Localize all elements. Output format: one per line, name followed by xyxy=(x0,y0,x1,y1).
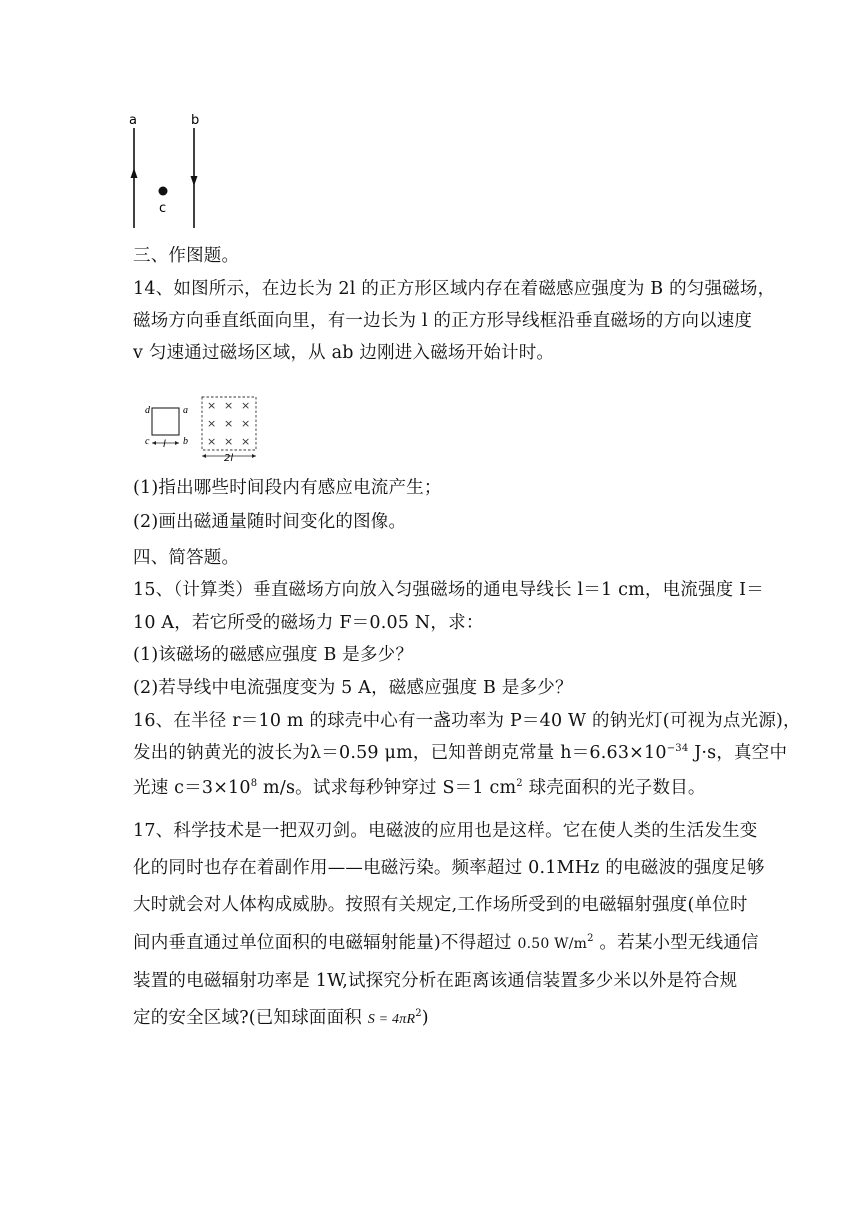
wire-b-arrow-down xyxy=(191,176,198,186)
q15-line-1: 15、（计算类）垂直磁场方向放入匀强磁场的通电导线长 l＝1 cm，电流强度 I＝ xyxy=(133,580,764,600)
q14-sub-2: (2)画出磁通量随时间变化的图像。 xyxy=(133,512,407,532)
q17-formula: S = 4πR xyxy=(367,1012,416,1027)
q14-sub-1: (1)指出哪些时间段内有感应电流产生； xyxy=(133,478,442,498)
field-cross: × xyxy=(224,399,234,412)
loop-side-label: l xyxy=(163,439,166,450)
q14-line-3: v 匀速通过磁场区域，从 ab 边刚进入磁场开始计时。 xyxy=(133,343,555,363)
q17-line-4a: 间内垂直通过单位面积的电磁辐射能量)不得超过 xyxy=(133,933,518,953)
point-c-label: c xyxy=(159,201,167,216)
q14-line-1: 14、如图所示，在边长为 2l 的正方形区域内存在着磁感应强度为 B 的匀强磁场， xyxy=(133,279,776,299)
q16-line-3b: m/s。试求每秒钟穿过 S＝1 cm xyxy=(257,778,517,798)
field-cross: × xyxy=(224,417,234,430)
field-cross: × xyxy=(207,399,217,412)
wires-figure xyxy=(120,108,220,232)
q17-formula-exponent: 2 xyxy=(415,1008,422,1019)
q17-limit-exponent: 2 xyxy=(587,933,594,944)
point-c xyxy=(159,187,168,196)
wire-a-arrow-up xyxy=(131,168,138,178)
field-dim-arrow-left xyxy=(202,454,206,458)
wire-b-label: b xyxy=(191,113,200,128)
q14-line-2: 磁场方向垂直纸面向里，有一边长为 l 的正方形导线框沿垂直磁场的方向以速度 xyxy=(133,311,753,331)
q16-exponent: −34 xyxy=(666,743,689,754)
field-crosses xyxy=(207,399,250,448)
loop-dim-arrow-right xyxy=(175,441,179,445)
q17-line-5: 装置的电磁辐射功率是 1W,试探究分析在距离该通信装置多少米以外是符合规 xyxy=(133,971,738,991)
q16-line-3c: 球壳面积的光子数目。 xyxy=(522,778,706,798)
field-cross: × xyxy=(207,417,217,430)
q16-line-1: 16、在半径 r＝10 m 的球壳中心有一盏功率为 P＝40 W 的钠光灯(可视为点光源)， xyxy=(133,711,801,731)
field-cross: × xyxy=(241,435,251,448)
corner-d: d xyxy=(145,405,150,416)
q17-line-4b: 。若某小型无线通信 xyxy=(593,933,759,953)
section-4-heading: 四、简答题。 xyxy=(133,548,240,568)
wire-a-label: a xyxy=(129,113,137,128)
q17-line-1: 17、科学技术是一把双刃剑。电磁波的应用也是这样。它在使人类的生活发生变 xyxy=(133,821,758,841)
q15-sub-1: (1)该磁场的磁感应强度 B 是多少？ xyxy=(133,645,414,665)
corner-a: a xyxy=(183,405,188,416)
section-3-heading: 三、作图题。 xyxy=(133,246,240,266)
field-cross: × xyxy=(224,435,234,448)
corner-b: b xyxy=(183,436,188,447)
q15-line-2: 10 A，若它所受的磁场力 F＝0.05 N，求： xyxy=(133,613,484,633)
q16-exponent-8: 8 xyxy=(250,778,258,789)
q15-sub-2: (2)若导线中电流强度变为 5 A，磁感应强度 B 是多少？ xyxy=(133,678,573,698)
loop-dim-arrow-left xyxy=(152,441,156,445)
q16-line-2b: J·s，真空中 xyxy=(688,743,788,763)
q17-line-6a: 定的安全区域?(已知球面面积 xyxy=(133,1008,368,1028)
q17-line-6b: ) xyxy=(421,1008,429,1028)
q16-line-2a: 发出的钠黄光的波长为λ＝0.59 μm，已知普朗克常量 h＝6.63×10 xyxy=(133,743,667,763)
q17-line-6 xyxy=(133,1006,429,1032)
q17-limit-value: 0.50 W/m xyxy=(517,936,588,952)
q16-line-3 xyxy=(133,776,706,800)
field-cross: × xyxy=(241,399,251,412)
q16-exponent-2: 2 xyxy=(516,778,523,789)
loop-field-figure xyxy=(140,394,265,466)
field-side-label: 2l xyxy=(224,453,234,464)
q16-line-2 xyxy=(133,741,787,765)
field-cross: × xyxy=(241,417,251,430)
field-cross: × xyxy=(207,435,217,448)
q17-line-3: 大时就会对人体构成威胁。按照有关规定,工作场所受到的电磁辐射强度(单位时 xyxy=(133,895,748,915)
q17-line-4 xyxy=(133,931,759,956)
field-dim-arrow-right xyxy=(252,454,256,458)
corner-c: c xyxy=(145,436,150,447)
square-loop xyxy=(152,408,179,435)
q17-line-2: 化的同时也存在着副作用——电磁污染。频率超过 0.1MHz 的电磁波的强度足够 xyxy=(133,858,765,878)
q16-line-3a: 光速 c＝3×10 xyxy=(133,778,251,798)
